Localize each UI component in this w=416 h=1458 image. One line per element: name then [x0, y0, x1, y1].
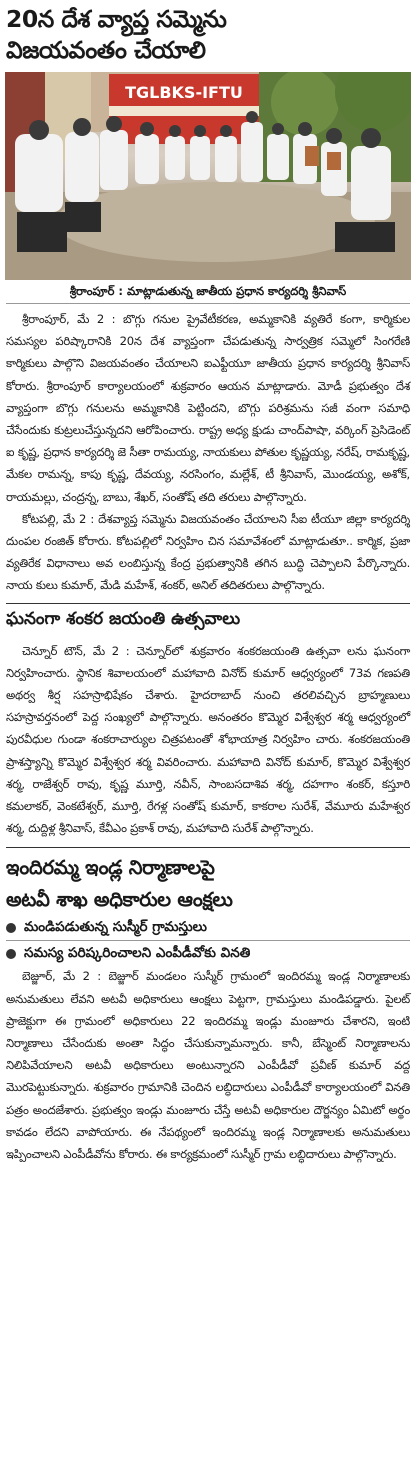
article-paragraph: చెన్నూర్ టౌన్, మే 2 : చెన్నూర్‌లో శుక్రవారం శంకరజయంతి ఉత్సవా లను ఘనంగా నిర్వహించారు. స్థానిక శివాలయంలో మహావాది వినోద్ కుమార్ ఆధ్వర్యంలో 73వ గణపతి అథర్వ శీర్ష సహస్రాభిషేకం చేశారు. హైదరాబాద్ నుంచి తరలివచ్చిన బ్రాహ్మణులు సహస్రావర్తనంలో పెద్ద సంఖ్యలో పాల్గొన్నారు. అనంతరం కొమ్మెర విశ్వేశ్వర శర్మ ఆధ్వర్యంలో పురవీధుల గుండా శంకరాచార్యుల చిత్రపటంతో శోభాయాత్ర నిర్వహిం చారు. శంకరజయంతి ప్రాశస్త్యాన్ని కొమ్మెర విశ్వేశ్వర శర్మ వివరించారు. మహావాది వినోద్ కుమార్, కొమ్మెర విశ్వేశ్వర శర్మ, రాజేశ్వర్ రావు, కృష్ణ మూర్తి, నవీన్, సాంబసదాశివ శర్మ, దహగాం శంకర్, కస్తూరి కమలాకర్, వెంకటేశ్వర్, మూర్తి, రేగళ్ల సంతోష్ కుమార్, కాకరాల సురేశ్, వేమూరు మహేశ్వర శర్మ, దుద్దిళ్ల శ్రీనివాస్, కేవీఎం ప్రకాశ్ రావు, మహావాది సురేశ్ పాల్గొన్నారు.	[6, 643, 410, 836]
bullet-icon	[6, 949, 16, 959]
section-headline: ఘనంగా శంకర జయంతి ఉత్సవాలు	[6, 603, 410, 634]
news-photo	[5, 72, 411, 280]
article-paragraph: బెజ్జూర్, మే 2 : బెజ్జూర్ మండలం సుస్మీర్ గ్రామంలో ఇందిరమ్మ ఇండ్ల నిర్మాణాలకు అనుమతులు లేవని అటవీ అధికారులు ఆంక్షలు పెట్టగా, గ్రామస్తులు మండిపడ్డారు. పైలట్ ప్రాజెక్టుగా ఈ గ్రామంలో అధికారులు 22 ఇందిరమ్మ ఇండ్లు మంజూరు చేశారని, ఇంటి నిర్మాణాలు చేసేందుకు అంతా సిద్ధం చేసుకున్నామన్నారు. కానీ, బేస్మెంట్ నిర్మాణాలను నిలిపివేయాలని అటవీ అధికారులు అంటున్నారని ఎంపీడీవో ప్రవీణ్ కుమార్ వద్ద మొరపెట్టుకున్నారు. శుక్రవారం గ్రామానికి చెందిన లబ్ధిదారులు ఎంపీడీవో కార్యాలయంలో వినతి పత్రం అందజేశారు. ప్రభుత్వం ఇండ్లు మంజూరు చేస్తే అటవీ అధికారుల దౌర్జన్యం ఏమిటో అర్థం కావడం లేదని వాపోయారు. ఈ నేపథ్యంలో ఇందిరమ్మ ఇండ్ల నిర్మాణాలకు అనుమతులు ఇప్పించాలని ఎంపీడీవోను కోరారు. ఈ కార్యక్రమంలో సుస్మీర్ గ్రామ లబ్ధిదారులు పాల్గొన్నారు.	[6, 969, 410, 1162]
bullet-text: సమస్య పరిష్కరించాలని ఎంపీడీవోకు వినతి	[24, 945, 251, 962]
article-indiramma-houses	[6, 847, 410, 1165]
headline-line-1: ఇందిరమ్మ ఇండ్ల నిర్మాణాలపై	[6, 856, 215, 880]
photo-caption: శ్రీరాంపూర్ : మాట్లాడుతున్న జాతీయ ప్రధాన కార్యదర్శి శ్రీనివాస్	[6, 280, 410, 304]
banner-text: TGLBKS-IFTU	[125, 83, 243, 102]
sub-heading-bullet	[6, 942, 410, 965]
headline-line-2: అటవీ శాఖ అధికారుల ఆంక్షలు	[6, 888, 233, 912]
headline-line-1: 20న దేశ వ్యాప్త సమ్మెను	[6, 5, 227, 33]
bullet-icon	[6, 923, 16, 933]
meeting-photo-illustration	[5, 72, 411, 280]
sub-heading-bullet	[6, 916, 410, 939]
article-strike	[6, 0, 410, 597]
article-paragraph-2: కోటపల్లి, మే 2 : దేశవ్యాప్త సమ్మెను విజయవంతం చేయాలని సీఐ టీయూ జిల్లా కార్యదర్శి దుంపల రంజిత్ కోరారు. కోటపల్లిలో నిర్వహిం చిన సమావేశంలో మాట్లాడుతూ.. కార్మిక, ప్రజా వ్యతిరేక విధానాలు అవ లంబిస్తున్న కేంద్ర ప్రభుత్వానికి తగిన బుద్ధి చెప్పాలని పేర్కొన్నారు. నాయ కులు కుమార్, మేడి మహేశ్, శంకర్, అనిల్ తదితరులు పాల్గొన్నారు.	[6, 511, 410, 593]
article-paragraph-1: శ్రీరాంపూర్, మే 2 : బొగ్గు గనుల ప్రైవేటీకరణ, అమ్మకానికి వ్యతిరే కంగా, కార్మికుల సమస్యల పరిష్కారానికి 20న దేశ వ్యాప్తంగా చేపడుతున్న సార్వత్రిక సమ్మెలో సింగరేణి కార్మికులు పాల్గొని విజయవంతం చేయాలని ఐఎఫ్టీయూ జాతీయ ప్రధాన కార్యదర్శి శ్రీనివాస్ కోరారు. శ్రీరాంపూర్ కార్యాలయంలో శుక్రవారం ఆయన మాట్లాడారు. మోడీ ప్రభుత్వం దేశ వ్యాప్తంగా బొగ్గు గనులను అమ్మకానికి పెట్టిందని, బొగ్గు పరిశ్రమను సజీ వంగా సమాధి చేసేందుకు కుట్రలుచేస్తున్నదని ఆరోపించారు. రాష్ట్ర అధ్య క్షుడు చాంద్‌పాషా, వర్కింగ్ ప్రెసిడెంట్ ఐ కృష్ణ, ప్రధాన కార్యదర్శి జె సీతా రామయ్య, నాయకులు పోతుల కృష్ణయ్య, నరేష్, రామకృష్ణ, మేకల రామన్న, కాపు కృష్ణ, దేవయ్య, నరసింగం, మల్లేశ్, టీ శ్రీనివాస్, మొండయ్య, అశోక్, రాయమల్లు, చంద్రన్న, బాబు, శేఖర్, సంతోష్ తది తరులు పాల్గొన్నారు.	[6, 312, 410, 504]
section-headline	[6, 847, 410, 916]
headline-line-2: విజయవంతం చేయాలి	[6, 36, 206, 64]
bullet-text: మండిపడుతున్న సుస్మీర్ గ్రామస్తులు	[24, 919, 207, 936]
article-shankara-jayanti	[6, 603, 410, 840]
headline	[6, 0, 410, 66]
divider	[6, 940, 410, 941]
